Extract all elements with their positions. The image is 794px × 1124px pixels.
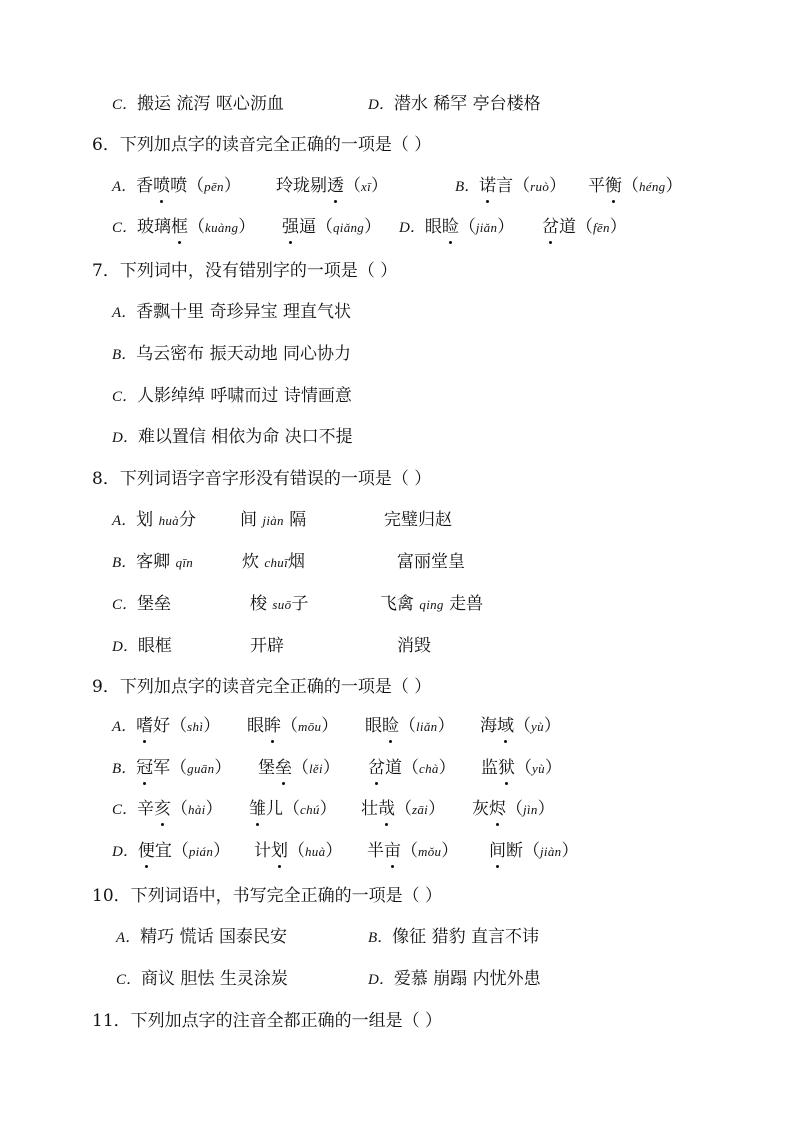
option-label: C． xyxy=(112,597,138,613)
q6-option-c: C．玻璃框（kuàng） xyxy=(112,217,256,237)
pinyin: suō xyxy=(272,597,292,612)
pinyin: jiàn xyxy=(540,844,562,859)
option-label: C． xyxy=(112,220,138,236)
pinyin: jìn xyxy=(523,802,538,817)
q6-stem: 6．下列加点字的读音完全正确的一项是（ ） xyxy=(92,135,432,155)
q9-option-a-word2: 眼眸（mōu） xyxy=(247,716,339,736)
option-label: B． xyxy=(112,347,137,363)
q6-option-c-word2: 强逼（qiǎng） xyxy=(282,217,382,237)
dotted-char: 强 xyxy=(282,217,299,237)
option-label: B． xyxy=(368,930,393,946)
pinyin: huà xyxy=(158,513,179,528)
option-text: 搬运 流泻 呕心沥血 xyxy=(137,94,284,114)
q9-option-c-word2: 雏儿（chú） xyxy=(249,799,337,819)
pinyin: chuī xyxy=(264,555,288,570)
option-text: 难以置信 相依为命 决口不提 xyxy=(137,427,353,447)
pinyin: héng xyxy=(639,179,666,194)
option-label: D． xyxy=(399,220,425,236)
q7-option-a xyxy=(112,300,351,325)
dotted-char: 狱 xyxy=(498,758,515,778)
pinyin: chú xyxy=(300,802,320,817)
q11-stem: 11．下列加点字的注音全都正确的一组是（ ） xyxy=(92,1011,443,1031)
q10-stem: 10．下列词语中，书写完全正确的一项是（ ） xyxy=(92,886,443,906)
option-label: C． xyxy=(112,97,138,113)
pinyin: xī xyxy=(361,179,371,194)
pinyin: mǒu xyxy=(418,844,442,859)
dotted-char: 诺 xyxy=(479,176,497,196)
pinyin: zāi xyxy=(412,802,429,817)
pinyin: jiǎn xyxy=(475,220,498,235)
q10-option-c xyxy=(116,967,288,992)
q9-option-d-word2: 计划（huà） xyxy=(254,841,343,861)
q8-option-d: D．眼框 xyxy=(112,636,172,656)
option-label: D． xyxy=(368,972,394,988)
dotted-char: 眸 xyxy=(264,716,281,736)
q8-option-a-word2: 间 jiàn 隔 xyxy=(240,510,307,530)
pinyin: jiàn xyxy=(262,513,284,528)
option-label: A． xyxy=(112,179,137,195)
q8-option-a-word3: 完璧归赵 xyxy=(384,510,452,530)
pinyin: liǎn xyxy=(416,719,438,734)
q9-option-b-word4: 监狱（yù） xyxy=(481,758,562,778)
pinyin: pián xyxy=(188,844,214,859)
q9-option-c-word3: 壮哉（zāi） xyxy=(361,799,446,819)
pinyin: mōu xyxy=(298,719,322,734)
q8-option-c-word2: 梭 suō子 xyxy=(250,594,309,614)
pinyin: guān xyxy=(187,761,215,776)
pinyin: kuàng xyxy=(205,220,239,235)
q6-option-d-word2: 岔道（fēn） xyxy=(542,217,627,237)
q7-stem: 7．下列词中，没有错别字的一项是（ ） xyxy=(92,261,398,281)
q5-option-d xyxy=(368,92,541,117)
dotted-char: 哉 xyxy=(378,799,395,819)
pinyin: qing xyxy=(419,597,444,612)
q9-option-d-word3: 半亩（mǒu） xyxy=(367,841,459,861)
dotted-char: 垒 xyxy=(275,758,292,778)
dotted-char: 衡 xyxy=(605,176,622,196)
q8-stem: 8．下列词语字音字形没有错误的一项是（ ） xyxy=(92,469,432,489)
q10-option-a xyxy=(116,925,287,950)
dotted-char: 睑 xyxy=(382,716,399,736)
pinyin: yù xyxy=(532,761,545,776)
pinyin: hài xyxy=(188,802,206,817)
option-label: B． xyxy=(455,179,480,195)
option-label: B． xyxy=(112,761,137,777)
dotted-char: 亩 xyxy=(384,841,401,861)
q8-option-d-word2: 开辟 xyxy=(250,636,284,656)
option-text: 潜水 稀罕 亭台楼格 xyxy=(393,94,541,114)
q9-option-a: A．嗜好（shì） xyxy=(112,716,221,736)
option-text: 爱慕 崩蹋 内忧外患 xyxy=(393,969,541,989)
q8-option-a: A．划 huà分 xyxy=(112,510,196,530)
dotted-char: 岔 xyxy=(368,758,385,778)
q10-option-d xyxy=(368,967,541,992)
q7-option-d xyxy=(112,425,353,450)
q8-option-b: B．客卿 qīn xyxy=(112,552,194,572)
q8-option-b-word2: 炊 chuī烟 xyxy=(242,552,305,572)
q10-option-b xyxy=(368,925,539,950)
q8-option-c: C．堡垒 xyxy=(112,594,172,614)
option-label: C． xyxy=(112,389,138,405)
pinyin: huà xyxy=(305,844,326,859)
option-label: A． xyxy=(112,513,137,529)
option-label: D． xyxy=(112,639,138,655)
dotted-char: 间 xyxy=(489,841,506,861)
q6-option-d: D．眼睑（jiǎn） xyxy=(399,217,515,237)
dotted-char: 喷 xyxy=(153,176,171,196)
pinyin: yù xyxy=(531,719,544,734)
q7-option-c xyxy=(112,384,352,409)
q8-option-c-word3: 飞禽 qing 走兽 xyxy=(380,594,484,614)
q6-option-a: A．香喷喷（pēn） xyxy=(112,176,241,196)
option-text: 香飘十里 奇珍异宝 理直气状 xyxy=(136,302,351,322)
option-label: B． xyxy=(112,555,137,571)
dotted-char: 睑 xyxy=(441,217,459,237)
pinyin: ruò xyxy=(530,179,550,194)
dotted-char: 雏 xyxy=(249,799,266,819)
q6-option-b-word2: 平衡（héng） xyxy=(588,176,683,196)
dotted-char: 划 xyxy=(271,841,288,861)
dotted-char: 嗜 xyxy=(136,716,154,736)
option-label: D． xyxy=(112,844,138,860)
q9-stem: 9．下列加点字的读音完全正确的一项是（ ） xyxy=(92,677,432,697)
dotted-char: 框 xyxy=(171,217,189,237)
q9-option-b-word2: 堡垒（lěi） xyxy=(258,758,340,778)
option-label: C． xyxy=(116,972,142,988)
q9-option-a-word4: 海域（yù） xyxy=(480,716,561,736)
option-label: D． xyxy=(368,97,394,113)
dotted-char: 透 xyxy=(327,176,344,196)
q9-option-c-word4: 灰烬（jìn） xyxy=(472,799,555,819)
option-text: 精巧 慌话 国泰民安 xyxy=(140,927,287,947)
q9-option-d-word4: 间断（jiàn） xyxy=(489,841,579,861)
pinyin: qīn xyxy=(175,555,194,570)
q6-option-b: B．诺言（ruò） xyxy=(455,176,567,196)
option-text: 商议 胆怯 生灵涂炭 xyxy=(141,969,288,989)
q9-option-b-word3: 岔道（chà） xyxy=(368,758,456,778)
dotted-char: 岔 xyxy=(542,217,559,237)
option-text: 像征 猎豹 直言不讳 xyxy=(392,927,539,947)
dotted-char: 便 xyxy=(137,841,155,861)
q8-option-d-word3: 消毁 xyxy=(397,636,431,656)
pinyin: shì xyxy=(187,719,204,734)
option-label: A． xyxy=(116,930,141,946)
q7-option-b xyxy=(112,342,351,367)
dotted-char: 域 xyxy=(497,716,514,736)
option-label: C． xyxy=(112,802,138,818)
q9-option-b: B．冠军（guān） xyxy=(112,758,232,778)
q9-option-d: D．便宜（pián） xyxy=(112,841,231,861)
q8-option-b-word3: 富丽堂皇 xyxy=(397,552,465,572)
q9-option-a-word3: 眼睑（liǎn） xyxy=(365,716,455,736)
dotted-char: 亥 xyxy=(154,799,172,819)
option-label: A． xyxy=(112,305,137,321)
pinyin: qiǎng xyxy=(333,220,365,235)
pinyin: pēn xyxy=(204,179,224,194)
q9-option-c: C．辛亥（hài） xyxy=(112,799,223,819)
option-label: D． xyxy=(112,430,138,446)
option-text: 人影绰绰 呼啸而过 诗情画意 xyxy=(137,386,352,406)
pinyin: fēn xyxy=(593,220,610,235)
pinyin: chà xyxy=(419,761,439,776)
dotted-char: 烬 xyxy=(489,799,506,819)
option-text: 乌云密布 振天动地 同心协力 xyxy=(136,344,351,364)
pinyin: lěi xyxy=(309,761,323,776)
dotted-char: 冠 xyxy=(136,758,154,778)
q5-option-c xyxy=(112,92,284,117)
q6-option-a-word2: 玲珑剔透（xī） xyxy=(276,176,388,196)
option-label: A． xyxy=(112,719,137,735)
